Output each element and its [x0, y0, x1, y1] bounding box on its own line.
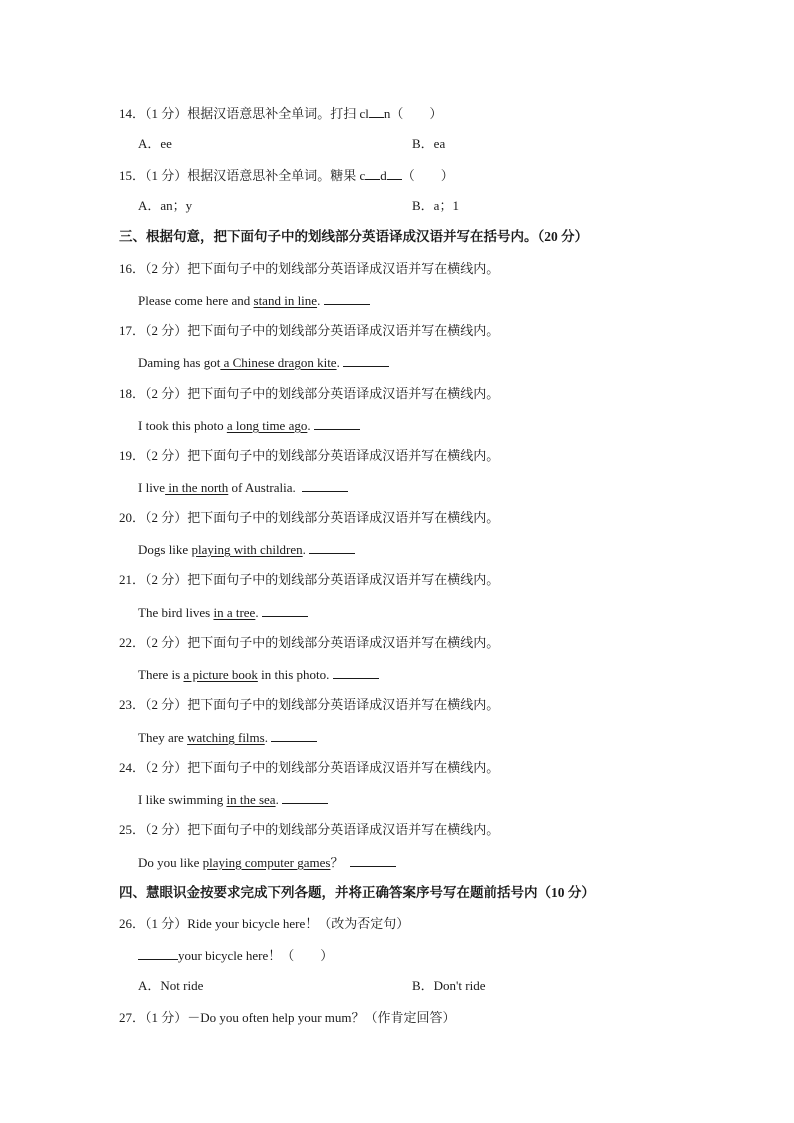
question-26: 26．（1 分）Ride your bicycle here！（改为否定句） [119, 916, 410, 931]
q23-underlined: watching films [187, 730, 265, 745]
q22-number: 22．（2 分） [119, 635, 188, 650]
q23-answer-line[interactable] [271, 729, 317, 742]
q15-option-b: B．a；1 [412, 198, 459, 213]
q19-sentence [138, 479, 348, 496]
q18-number: 18．（2 分） [119, 386, 188, 401]
q26-option-b: B．Don't ride [412, 978, 486, 993]
q18-underlined: a long time ago [226, 418, 308, 433]
q22-instruction: 把下面句子中的划线部分英语译成汉语并写在横线内。 [187, 635, 500, 650]
q26-blank[interactable] [138, 947, 178, 960]
q25-instruction: 把下面句子中的划线部分英语译成汉语并写在横线内。 [187, 822, 500, 837]
q24-number: 24．（2 分） [119, 760, 188, 775]
q23-sentence [138, 729, 317, 746]
q21-answer-line[interactable] [262, 604, 308, 617]
question-24 [119, 760, 499, 776]
question-20 [119, 510, 499, 526]
q24-instruction: 把下面句子中的划线部分英语译成汉语并写在横线内。 [187, 760, 500, 775]
q22-pre: There is [138, 667, 184, 682]
q17-answer-line[interactable] [343, 354, 389, 367]
q15-blank-1 [365, 167, 380, 180]
q23-instruction: 把下面句子中的划线部分英语译成汉语并写在横线内。 [187, 697, 500, 712]
q16-post: . [317, 293, 321, 308]
q17-instruction: 把下面句子中的划线部分英语译成汉语并写在横线内。 [187, 323, 500, 338]
q23-post: . [264, 730, 268, 745]
q16-instruction: 把下面句子中的划线部分英语译成汉语并写在横线内。 [187, 261, 500, 276]
question-14 [119, 105, 442, 122]
q15-tail: （ ） [401, 168, 454, 183]
question-18 [119, 386, 499, 402]
q21-sentence [138, 604, 308, 621]
q17-underlined: a Chinese dragon kite [220, 355, 337, 370]
q25-post: ？ [330, 855, 344, 870]
q22-answer-line[interactable] [333, 666, 379, 679]
q25-answer-line[interactable] [350, 854, 396, 867]
q19-underlined: in the north [165, 480, 229, 495]
q25-sentence [138, 854, 396, 871]
q14-tail: n（ ） [383, 106, 443, 121]
q26-option-a: A．Not ride [138, 978, 204, 993]
q18-answer-line[interactable] [314, 417, 360, 430]
q23-number: 23．（2 分） [119, 697, 188, 712]
q15-option-a: A．an；y [138, 198, 193, 213]
q21-pre: The bird lives [138, 605, 214, 620]
q14-blank [369, 105, 384, 118]
question-16 [119, 261, 499, 277]
q14-option-b: B．ea [412, 136, 446, 151]
q16-number: 16．（2 分） [119, 261, 188, 276]
q20-instruction: 把下面句子中的划线部分英语译成汉语并写在横线内。 [187, 510, 500, 525]
q16-pre: Please come here and [138, 293, 254, 308]
q18-sentence [138, 417, 360, 434]
section-3-heading: 三、根据句意，把下面句子中的划线部分英语译成汉语并写在括号内。（20 分） [119, 229, 589, 244]
q18-pre: I took this photo [138, 418, 227, 433]
q23-pre: They are [138, 730, 188, 745]
q19-pre: I live [138, 480, 166, 495]
q22-sentence [138, 666, 379, 683]
q18-instruction: 把下面句子中的划线部分英语译成汉语并写在横线内。 [187, 386, 500, 401]
question-22 [119, 635, 499, 651]
q17-post: . [336, 355, 340, 370]
q19-answer-line[interactable] [302, 479, 348, 492]
q20-number: 20．（2 分） [119, 510, 188, 525]
q21-number: 21．（2 分） [119, 572, 188, 587]
q14-stem: 14．（1 分）根据汉语意思补全单词。打扫 cl [119, 106, 369, 121]
q17-number: 17．（2 分） [119, 323, 188, 338]
q21-post: . [255, 605, 259, 620]
q26-line2: your bicycle here！（ ） [178, 948, 334, 963]
q21-underlined: in a tree [213, 605, 256, 620]
q15-blank-2 [387, 167, 402, 180]
question-21 [119, 572, 499, 588]
q16-answer-line[interactable] [324, 292, 370, 305]
q19-number: 19．（2 分） [119, 448, 188, 463]
q15-mid: d [380, 168, 387, 183]
q17-sentence [138, 354, 389, 371]
question-15 [119, 167, 454, 184]
q14-option-a: A．ee [138, 136, 172, 151]
q20-underlined: playing with children [191, 542, 303, 557]
q17-pre: Daming has got [138, 355, 221, 370]
question-25 [119, 822, 499, 838]
q24-post: . [275, 792, 279, 807]
q19-instruction: 把下面句子中的划线部分英语译成汉语并写在横线内。 [187, 448, 500, 463]
q22-underlined: a picture book [183, 667, 258, 682]
q24-sentence [138, 791, 328, 808]
q20-sentence [138, 541, 355, 558]
question-23 [119, 697, 499, 713]
q20-post: . [302, 542, 306, 557]
question-17 [119, 323, 499, 339]
q20-answer-line[interactable] [309, 541, 355, 554]
q21-instruction: 把下面句子中的划线部分英语译成汉语并写在横线内。 [187, 572, 500, 587]
q25-underlined: playing computer games [202, 855, 331, 870]
question-27: 27．（1 分）－Do you often help your mum？（作肯定回答） [119, 1010, 456, 1025]
q24-answer-line[interactable] [282, 791, 328, 804]
q20-pre: Dogs like [138, 542, 192, 557]
q22-post: in this photo. [257, 667, 330, 682]
question-19 [119, 448, 499, 464]
q25-pre: Do you like [138, 855, 203, 870]
q16-underlined: stand in line [253, 293, 318, 308]
q15-stem: 15．（1 分）根据汉语意思补全单词。糖果 c [119, 168, 366, 183]
q26-sentence [138, 947, 333, 964]
q16-sentence [138, 292, 370, 309]
q18-post: . [307, 418, 311, 433]
section-4-heading: 四、慧眼识金按要求完成下列各题，并将正确答案序号写在题前括号内（10 分） [119, 885, 595, 900]
q24-underlined: in the sea [226, 792, 276, 807]
q24-pre: I like swimming [138, 792, 227, 807]
q19-post: of Australia. [228, 480, 296, 495]
q25-number: 25．（2 分） [119, 822, 188, 837]
